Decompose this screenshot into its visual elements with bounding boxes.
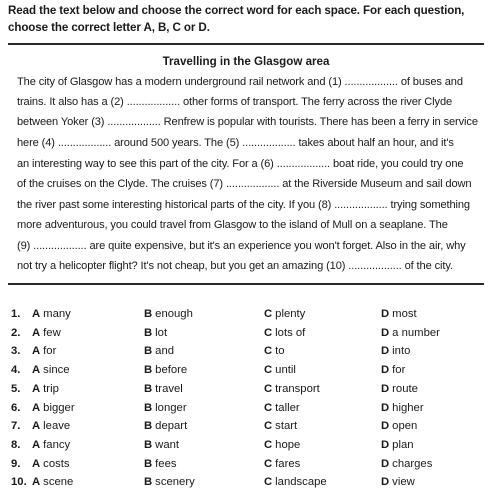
option-word: taller bbox=[275, 401, 300, 414]
answer-option[interactable] bbox=[32, 399, 75, 417]
option-letter: C bbox=[264, 438, 273, 451]
question-row bbox=[0, 305, 496, 323]
answer-option[interactable] bbox=[144, 380, 183, 398]
answer-option[interactable] bbox=[32, 455, 70, 473]
option-letter: C bbox=[264, 401, 273, 414]
option-word: most bbox=[392, 308, 417, 320]
option-word: a number bbox=[392, 326, 440, 339]
option-word: costs bbox=[43, 457, 70, 470]
option-word: fares bbox=[275, 457, 301, 470]
passage-box bbox=[8, 43, 484, 285]
question-number: 1. bbox=[11, 308, 21, 320]
option-letter: D bbox=[381, 476, 390, 489]
option-word: transport bbox=[275, 382, 320, 395]
option-word: route bbox=[392, 382, 418, 395]
option-word: open bbox=[392, 420, 418, 433]
option-letter: A bbox=[32, 382, 41, 395]
question-number: 3. bbox=[11, 345, 21, 358]
option-letter: B bbox=[144, 308, 153, 320]
option-letter: D bbox=[381, 326, 390, 339]
option-letter: B bbox=[144, 364, 153, 377]
option-letter: B bbox=[144, 457, 153, 470]
answer-option[interactable] bbox=[381, 399, 424, 417]
option-letter: D bbox=[381, 308, 390, 320]
question-row bbox=[0, 324, 496, 342]
question-number: 2. bbox=[11, 326, 21, 339]
option-letter: B bbox=[144, 382, 153, 395]
option-letter: D bbox=[381, 457, 390, 470]
answer-option[interactable] bbox=[144, 324, 167, 342]
passage-line: not try a helicopter flight? It's not cheap, but you get an amazing (10) .................. of the city. bbox=[17, 260, 453, 272]
option-word: leave bbox=[43, 420, 71, 433]
option-word: bigger bbox=[43, 401, 75, 414]
option-word: trip bbox=[43, 382, 59, 395]
option-letter: C bbox=[264, 326, 273, 339]
answer-option[interactable] bbox=[381, 455, 432, 473]
option-letter: A bbox=[32, 457, 41, 470]
question-number: 6. bbox=[11, 401, 21, 414]
option-letter: C bbox=[264, 457, 273, 470]
option-word: view bbox=[392, 476, 415, 489]
answer-option[interactable] bbox=[264, 361, 296, 379]
option-word: lots of bbox=[275, 326, 306, 339]
option-letter: A bbox=[32, 420, 41, 433]
option-letter: A bbox=[32, 476, 41, 489]
option-word: until bbox=[275, 364, 296, 377]
answer-option[interactable] bbox=[264, 399, 300, 417]
question-number: 5. bbox=[11, 382, 21, 395]
passage-line: (9) .................. are quite expensive, but it's an experience you won't forget. Also in the air, why bbox=[17, 240, 466, 252]
option-word: landscape bbox=[275, 476, 327, 489]
option-word: for bbox=[43, 345, 57, 358]
question-row bbox=[0, 342, 496, 360]
option-letter: A bbox=[32, 345, 41, 358]
option-word: since bbox=[43, 364, 70, 377]
option-letter: B bbox=[144, 326, 153, 339]
option-word: scene bbox=[43, 476, 74, 489]
answer-option[interactable] bbox=[381, 305, 417, 323]
option-word: higher bbox=[392, 401, 424, 414]
option-word: lot bbox=[155, 326, 168, 339]
question-number: 8. bbox=[11, 438, 21, 451]
passage-line: The city of Glasgow has a modern underground rail network and (1) .................. of buses and bbox=[17, 76, 463, 88]
answer-option[interactable] bbox=[264, 455, 300, 473]
question-row bbox=[0, 361, 496, 379]
option-word: few bbox=[43, 326, 61, 339]
option-word: hope bbox=[275, 438, 301, 451]
question-row bbox=[0, 417, 496, 435]
option-word: plenty bbox=[275, 308, 306, 320]
option-letter: D bbox=[381, 401, 390, 414]
option-word: charges bbox=[392, 457, 433, 470]
question-number: 10. bbox=[11, 476, 27, 489]
option-letter: C bbox=[264, 345, 273, 358]
answer-option[interactable] bbox=[32, 436, 70, 454]
option-word: start bbox=[275, 420, 298, 433]
question-row bbox=[0, 455, 496, 473]
answer-option[interactable] bbox=[144, 473, 195, 491]
instructions: Read the text below and choose the correct word for each space. For each question, choose the correct letter A, B, C or D. bbox=[8, 4, 465, 34]
option-letter: A bbox=[32, 438, 41, 451]
answer-option[interactable] bbox=[32, 473, 73, 491]
question-number: 9. bbox=[11, 457, 21, 470]
answer-option[interactable] bbox=[264, 417, 297, 435]
answer-option[interactable] bbox=[32, 342, 56, 360]
question-row bbox=[0, 473, 496, 491]
passage-line: an interesting way to see this part of the city. For a (6) .................. boat ride, you could try one bbox=[17, 158, 464, 170]
question-number: 7. bbox=[11, 420, 21, 433]
answer-option[interactable] bbox=[381, 324, 440, 342]
option-word: many bbox=[43, 308, 71, 320]
option-letter: D bbox=[381, 345, 390, 358]
question-row bbox=[0, 380, 496, 398]
option-letter: B bbox=[144, 438, 153, 451]
option-word: and bbox=[155, 345, 175, 358]
option-letter: B bbox=[144, 401, 153, 414]
answer-option[interactable] bbox=[32, 305, 71, 323]
option-letter: A bbox=[32, 326, 41, 339]
option-letter: B bbox=[144, 420, 153, 433]
option-letter: A bbox=[32, 364, 41, 377]
option-letter: D bbox=[381, 382, 390, 395]
option-word: to bbox=[275, 345, 285, 358]
answer-option[interactable] bbox=[144, 436, 179, 454]
answer-option[interactable] bbox=[32, 417, 70, 435]
option-letter: C bbox=[264, 420, 273, 433]
option-word: fees bbox=[155, 457, 177, 470]
option-letter: C bbox=[264, 476, 273, 489]
answer-option[interactable] bbox=[264, 305, 305, 323]
answer-option[interactable] bbox=[381, 361, 405, 379]
answer-option[interactable] bbox=[264, 324, 305, 342]
answer-option[interactable] bbox=[144, 417, 187, 435]
answer-option[interactable] bbox=[144, 342, 174, 360]
question-number: 4. bbox=[11, 364, 21, 377]
option-letter: D bbox=[381, 364, 390, 377]
option-word: want bbox=[155, 438, 180, 451]
passage-line: trains. It also has a (2) .................. other forms of transport. The ferry across the river Clyde bbox=[17, 96, 453, 108]
answer-option[interactable] bbox=[381, 473, 415, 491]
option-letter: A bbox=[32, 308, 41, 320]
option-letter: C bbox=[264, 382, 273, 395]
answer-option[interactable] bbox=[144, 305, 193, 323]
passage-line: between Yoker (3) .................. Renfrew is popular with tourists. There has been a ferry in service bbox=[17, 116, 478, 128]
option-letter: B bbox=[144, 345, 153, 358]
answer-option[interactable] bbox=[144, 399, 187, 417]
option-letter: B bbox=[144, 476, 153, 489]
option-word: before bbox=[155, 364, 188, 377]
answer-option[interactable] bbox=[381, 342, 410, 360]
answer-option[interactable] bbox=[381, 380, 418, 398]
option-word: into bbox=[392, 345, 411, 358]
answer-option[interactable] bbox=[32, 361, 70, 379]
passage-line: more adventurous, you could travel from Glasgow to the island of Mull on a seaplane. The bbox=[17, 219, 448, 231]
option-word: fancy bbox=[43, 438, 71, 451]
answer-option[interactable] bbox=[32, 324, 61, 342]
option-letter: D bbox=[381, 438, 390, 451]
option-letter: D bbox=[381, 420, 390, 433]
option-letter: C bbox=[264, 364, 273, 377]
question-row bbox=[0, 436, 496, 454]
answer-option[interactable] bbox=[144, 455, 177, 473]
answer-option[interactable] bbox=[381, 436, 414, 454]
question-row bbox=[0, 399, 496, 417]
answer-option[interactable] bbox=[32, 380, 59, 398]
option-letter: A bbox=[32, 401, 41, 414]
option-word: longer bbox=[155, 401, 187, 414]
answer-option[interactable] bbox=[264, 380, 320, 398]
passage-title: Travelling in the Glasgow area bbox=[162, 55, 330, 68]
option-word: depart bbox=[155, 420, 188, 433]
option-word: scenery bbox=[155, 476, 195, 489]
passage-line: the river past some interesting historical parts of the city. If you (8) .................. trying something bbox=[17, 199, 470, 211]
answer-option[interactable] bbox=[264, 436, 300, 454]
answer-option[interactable] bbox=[264, 342, 285, 360]
passage-line: here (4) .................. around 500 years. The (5) .................. takes about half an hour, and it's bbox=[17, 137, 454, 149]
answer-option[interactable] bbox=[144, 361, 187, 379]
option-word: enough bbox=[155, 308, 193, 320]
option-word: travel bbox=[155, 382, 183, 395]
passage-line: of the cruises on the Clyde. The cruises (7) .................. at the Riverside Museum and sail down bbox=[17, 178, 472, 190]
option-word: plan bbox=[392, 438, 414, 451]
option-letter: C bbox=[264, 308, 273, 320]
answer-option[interactable] bbox=[264, 473, 327, 491]
answer-option[interactable] bbox=[381, 417, 417, 435]
option-word: for bbox=[392, 364, 406, 377]
